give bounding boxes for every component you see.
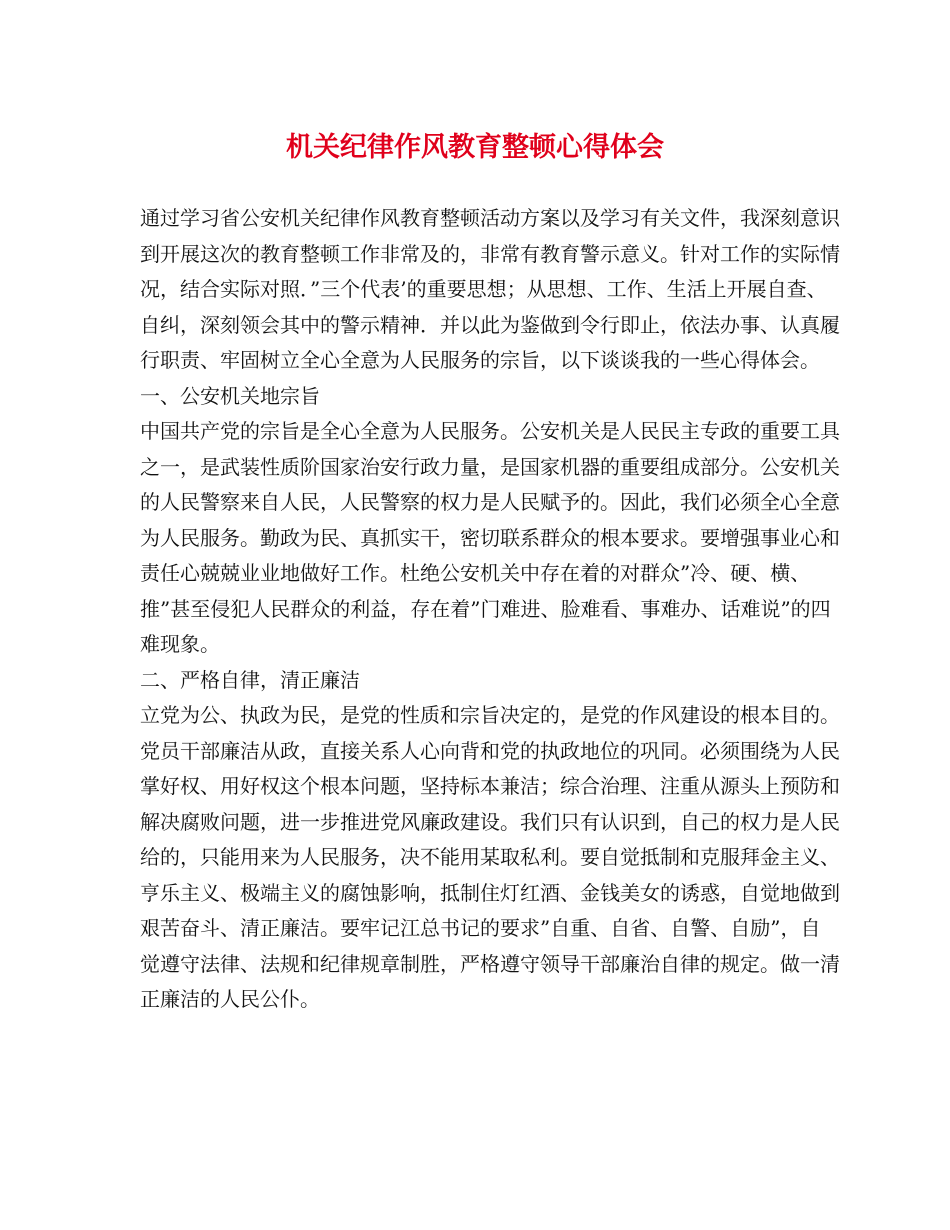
document-body xyxy=(140,201,840,1018)
section-paragraph-2: 立党为公、执政为民，是党的性质和宗旨决定的，是党的作风建设的根本目的。党员干部廉洁从政，直接关系人心向背和党的执政地位的巩同。必须围绕为人民掌好权、用好权这个根本问题，坚持标本兼洁；综合治理、注重从源头上预防和解决腐败问题，进一步推进党风廉政建设。我们只有认识到，自己的权力是人民给的，只能用来为人民服务，决不能用某取私利。要自觉抵制和克服拜金主义、亨乐主义、极端主义的腐蚀影响，抵制住灯红酒、金钱美女的诱惑，自觉地做到艰苦奋斗、清正廉洁。要牢记江总书记的要求”自重、自省、自警、自励”，自觉遵守法律、法规和纪律规章制胜，严格遵守领导干部廉治自律的规定。做一清正廉洁的人民公仆。 xyxy=(140,703,840,1011)
intro-paragraph: 通过学习省公安机关纪律作风教育整顿活动方案以及学习有关文件，我深刻意识到开展这次的教育整顿工作非常及的，非常有教育警示意义。针对工作的实际情况，结合实际对照．”三个代表’的重要思想；从思想、工作、生活上开展自查、自纠，深刻领会其中的警示精神．并以此为鉴做到令行即止，依法办事、认真履行职责、牢固树立全心全意为人民服务的宗旨，以下谈谈我的一些心得体会。 xyxy=(140,206,840,372)
document-title: 机关纪律作风教育整顿心得体会 xyxy=(286,132,664,163)
section-paragraph-1: 中国共产党的宗旨是全心全意为人民服务。公安机关是人民民主专政的重要工具之一，是武装性质阶国家治安行政力量，是国家机器的重要组成部分。公安机关的人民警察来自人民，人民警察的权力是人民赋予的。因此，我们必须全心全意为人民服务。勤政为民、真抓实干，密切联系群众的根本要求。要增强事业心和责任心兢兢业业地做好工作。杜绝公安机关中存在着的对群众”冷、硬、横、推”甚至侵犯人民群众的利益，存在着”门难进、脸难看、事难办、话难说”的四难现象。 xyxy=(140,419,840,656)
section-heading-2: 二、严格自律，清正廉洁 xyxy=(140,667,360,692)
section-heading-1: 一、公安机关地宗旨 xyxy=(140,383,320,408)
